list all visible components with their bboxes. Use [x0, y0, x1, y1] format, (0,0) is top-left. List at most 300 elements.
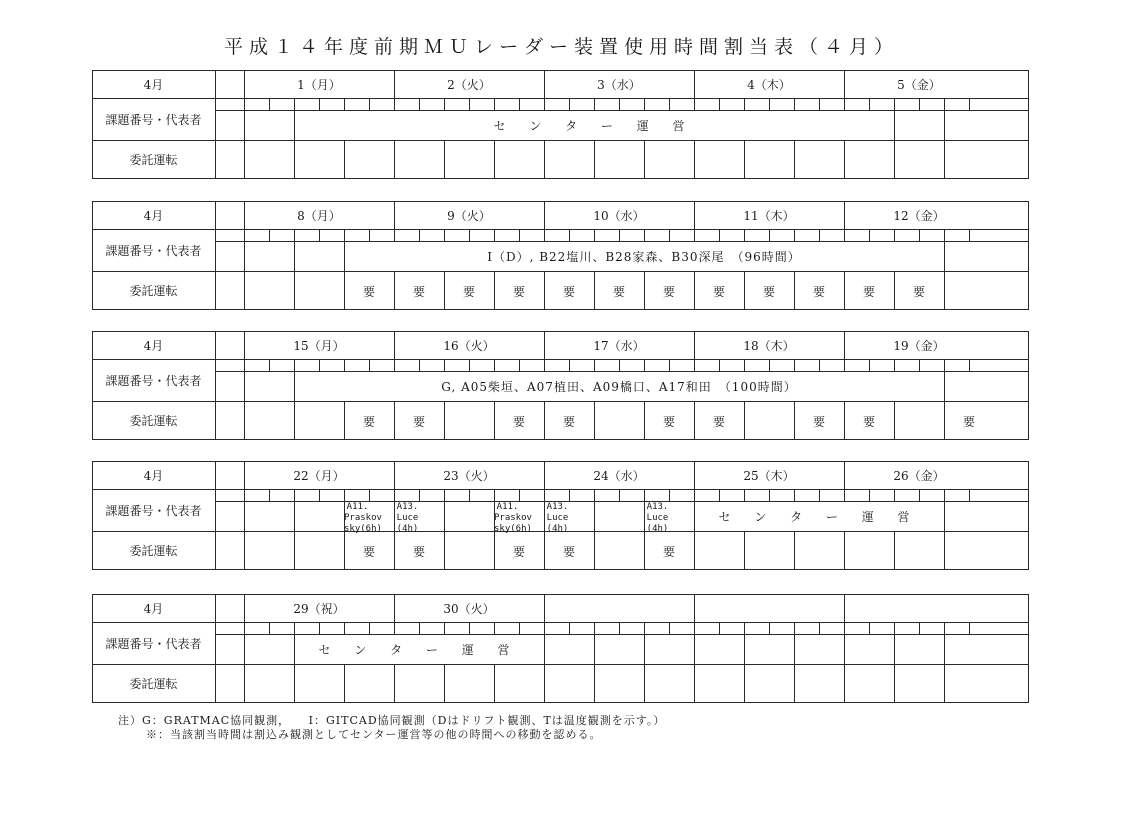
month-label: 4月 [143, 338, 164, 353]
slot-tick [344, 229, 345, 241]
slot-tick [844, 489, 845, 501]
week-block [92, 201, 1029, 310]
slot-tick [869, 489, 870, 501]
day-header: 26（金） [893, 469, 945, 483]
contract-required-mark: 要 [362, 545, 375, 559]
slot-tick [819, 359, 820, 371]
slot-tick [694, 98, 695, 110]
slot-rule [344, 140, 345, 179]
slot-tick [894, 98, 895, 110]
slot-rule [894, 110, 895, 140]
slot-tick [444, 622, 445, 634]
slot-tick [894, 229, 895, 241]
slot-tick [619, 229, 620, 241]
slot-rule [294, 501, 295, 531]
slot-tick [819, 622, 820, 634]
column-rule [215, 331, 216, 440]
week-block [92, 331, 1029, 440]
slot-rule [794, 664, 795, 703]
day-header: 30（火） [443, 602, 495, 616]
slot-rule [294, 664, 295, 703]
slot-rule [594, 664, 595, 703]
slot-tick [669, 98, 670, 110]
slot-tick [644, 489, 645, 501]
slot-rule [644, 634, 645, 664]
day-header: 2（火） [447, 78, 491, 92]
allocation-band: セ ン タ ー 運 営 [318, 642, 520, 657]
day-header: 29（祝） [293, 602, 345, 616]
slot-tick [594, 359, 595, 371]
slot-tick [744, 622, 745, 634]
slot-rule [944, 371, 945, 401]
slot-rule [544, 634, 545, 664]
slot-tick [444, 98, 445, 110]
slot-tick [719, 489, 720, 501]
slot-rule [594, 531, 595, 570]
slot-tick [444, 489, 445, 501]
slot-tick [944, 229, 945, 241]
contract-row-label: 委託運転 [129, 284, 178, 298]
slot-tick [319, 622, 320, 634]
slot-tick [294, 622, 295, 634]
project-row-label: 課題番号・代表者 [105, 243, 202, 258]
slot-tick [544, 622, 545, 634]
project-note: A11. Praskov sky(6h) [494, 502, 532, 534]
slot-tick [494, 489, 495, 501]
row-rule [215, 271, 1029, 272]
slot-tick [894, 489, 895, 501]
slot-rule [844, 140, 845, 179]
contract-required-mark: 要 [712, 415, 725, 429]
contract-required-mark: 要 [662, 545, 675, 559]
slot-tick [519, 489, 520, 501]
slot-tick [469, 489, 470, 501]
slot-tick [969, 229, 970, 241]
day-header: 16（火） [443, 339, 495, 353]
day-header: 11（木） [743, 209, 795, 223]
slot-tick [594, 489, 595, 501]
day-header: 25（木） [743, 469, 795, 483]
slot-rule [594, 501, 595, 531]
slot-tick [719, 98, 720, 110]
slot-rule [844, 664, 845, 703]
contract-row-label: 委託運転 [129, 153, 178, 167]
slot-rule [494, 664, 495, 703]
column-rule [215, 594, 216, 703]
contract-required-mark: 要 [962, 415, 975, 429]
slot-tick [369, 359, 370, 371]
slot-tick [394, 98, 395, 110]
slot-tick [669, 622, 670, 634]
slot-tick [419, 98, 420, 110]
slot-rule [594, 634, 595, 664]
slot-tick [519, 622, 520, 634]
slot-tick [669, 229, 670, 241]
project-note: A13. Luce (4h) [546, 502, 569, 534]
contract-row-label: 委託運転 [129, 544, 178, 558]
day-header: 5（金） [897, 78, 941, 92]
slot-rule [894, 531, 895, 570]
slot-tick [269, 98, 270, 110]
slot-rule [294, 401, 295, 440]
slot-tick [769, 489, 770, 501]
contract-required-mark: 要 [862, 415, 875, 429]
row-rule [215, 98, 1029, 99]
slot-tick [644, 229, 645, 241]
slot-tick [969, 359, 970, 371]
slot-tick [594, 622, 595, 634]
day-header: 9（火） [447, 209, 491, 223]
slot-rule [694, 140, 695, 179]
row-rule [215, 229, 1029, 230]
slot-rule [944, 664, 945, 703]
slot-tick [719, 359, 720, 371]
slot-tick [319, 359, 320, 371]
slot-rule [894, 140, 895, 179]
slot-tick [544, 98, 545, 110]
slot-rule [844, 531, 845, 570]
slot-tick [519, 359, 520, 371]
day-header: 1（月） [297, 78, 341, 92]
slot-tick [519, 98, 520, 110]
slot-tick [619, 98, 620, 110]
contract-required-mark: 要 [912, 285, 925, 299]
slot-tick [469, 98, 470, 110]
contract-required-mark: 要 [362, 415, 375, 429]
slot-tick [744, 359, 745, 371]
slot-tick [569, 229, 570, 241]
slot-tick [694, 359, 695, 371]
week-block [92, 594, 1029, 703]
slot-tick [619, 622, 620, 634]
contract-required-mark: 要 [812, 415, 825, 429]
slot-tick [569, 359, 570, 371]
row-rule [215, 140, 1029, 141]
slot-tick [794, 489, 795, 501]
slot-tick [269, 229, 270, 241]
slot-rule [694, 634, 695, 664]
slot-tick [319, 489, 320, 501]
slot-tick [869, 359, 870, 371]
column-rule [215, 201, 216, 310]
slot-rule [294, 271, 295, 310]
slot-tick [819, 98, 820, 110]
slot-tick [694, 489, 695, 501]
project-note: A13. Luce (4h) [646, 502, 669, 534]
slot-tick [769, 98, 770, 110]
slot-tick [369, 98, 370, 110]
slot-tick [844, 98, 845, 110]
day-header: 10（水） [593, 209, 645, 223]
slot-tick [469, 359, 470, 371]
slot-rule [294, 241, 295, 271]
slot-rule [344, 664, 345, 703]
slot-tick [494, 229, 495, 241]
slot-tick [569, 622, 570, 634]
slot-rule [544, 664, 545, 703]
day-header: 17（水） [593, 339, 645, 353]
slot-rule [444, 140, 445, 179]
day-header: 24（水） [593, 469, 645, 483]
project-note: A11. Praskov sky(6h) [344, 502, 382, 534]
slot-tick [269, 622, 270, 634]
day-header: 3（水） [597, 78, 641, 92]
slot-tick [494, 98, 495, 110]
slot-tick [794, 98, 795, 110]
slot-tick [769, 622, 770, 634]
day-header: 8（月） [297, 209, 341, 223]
slot-rule [894, 401, 895, 440]
slot-tick [294, 229, 295, 241]
slot-tick [819, 229, 820, 241]
slot-tick [369, 489, 370, 501]
slot-tick [369, 229, 370, 241]
row-rule [215, 531, 1029, 532]
row-rule [215, 622, 1029, 623]
slot-rule [794, 140, 795, 179]
slot-tick [794, 229, 795, 241]
slot-tick [394, 359, 395, 371]
slot-tick [694, 622, 695, 634]
day-header: 18（木） [743, 339, 795, 353]
slot-tick [469, 229, 470, 241]
day-header: 12（金） [893, 209, 945, 223]
slot-tick [769, 229, 770, 241]
slot-tick [344, 489, 345, 501]
contract-required-mark: 要 [512, 545, 525, 559]
slot-tick [894, 622, 895, 634]
slot-tick [794, 622, 795, 634]
slot-tick [694, 229, 695, 241]
slot-tick [944, 622, 945, 634]
slot-tick [419, 622, 420, 634]
allocation-band: I（D）, B22塩川、B28家森、B30深尾 （96時間） [487, 249, 801, 264]
slot-tick [544, 359, 545, 371]
slot-rule [694, 664, 695, 703]
slot-rule [494, 140, 495, 179]
slot-rule [394, 664, 395, 703]
contract-required-mark: 要 [612, 285, 625, 299]
slot-tick [969, 622, 970, 634]
slot-tick [644, 359, 645, 371]
slot-tick [919, 359, 920, 371]
slot-tick [519, 229, 520, 241]
slot-tick [844, 359, 845, 371]
slot-tick [394, 622, 395, 634]
slot-rule [594, 140, 595, 179]
column-rule [215, 70, 216, 179]
row-rule [215, 359, 1029, 360]
row-rule [215, 401, 1029, 402]
slot-tick [469, 622, 470, 634]
slot-tick [294, 489, 295, 501]
day-header: 15（月） [293, 339, 345, 353]
day-header: 19（金） [893, 339, 945, 353]
slot-rule [744, 531, 745, 570]
slot-tick [269, 489, 270, 501]
project-note: A13. Luce (4h) [396, 502, 419, 534]
slot-rule [644, 140, 645, 179]
slot-tick [569, 489, 570, 501]
slot-tick [944, 489, 945, 501]
slot-tick [669, 489, 670, 501]
slot-tick [619, 489, 620, 501]
contract-required-mark: 要 [462, 285, 475, 299]
slot-rule [594, 401, 595, 440]
slot-rule [394, 140, 395, 179]
slot-tick [869, 622, 870, 634]
slot-rule [444, 501, 445, 531]
column-rule [215, 461, 216, 570]
slot-tick [494, 359, 495, 371]
slot-tick [794, 359, 795, 371]
contract-required-mark: 要 [812, 285, 825, 299]
contract-required-mark: 要 [862, 285, 875, 299]
slot-rule [944, 271, 945, 310]
slot-tick [269, 359, 270, 371]
slot-rule [444, 401, 445, 440]
slot-rule [544, 140, 545, 179]
week-block [92, 70, 1029, 179]
slot-rule [944, 634, 945, 664]
contract-required-mark: 要 [412, 545, 425, 559]
slot-tick [594, 229, 595, 241]
slot-tick [944, 98, 945, 110]
slot-tick [919, 98, 920, 110]
slot-tick [894, 359, 895, 371]
slot-tick [444, 359, 445, 371]
row-rule [215, 489, 1029, 490]
slot-tick [969, 489, 970, 501]
slot-tick [594, 98, 595, 110]
week-frame [92, 594, 1029, 703]
contract-required-mark: 要 [412, 415, 425, 429]
slot-tick [644, 622, 645, 634]
project-row-label: 課題番号・代表者 [105, 112, 202, 127]
slot-tick [819, 489, 820, 501]
contract-required-mark: 要 [512, 285, 525, 299]
slot-tick [744, 98, 745, 110]
contract-row-label: 委託運転 [129, 414, 178, 428]
slot-tick [344, 622, 345, 634]
allocation-band: セ ン タ ー 運 営 [493, 118, 695, 133]
slot-tick [544, 229, 545, 241]
contract-required-mark: 要 [512, 415, 525, 429]
slot-tick [619, 359, 620, 371]
week-block [92, 461, 1029, 570]
contract-required-mark: 要 [712, 285, 725, 299]
slot-tick [919, 229, 920, 241]
contract-required-mark: 要 [662, 415, 675, 429]
slot-tick [344, 98, 345, 110]
slot-rule [644, 664, 645, 703]
slot-tick [294, 359, 295, 371]
footnote-transfer: ※：当該割当時間は割込み観測としてセンター運営等の他の時間への移動を認める。 [146, 728, 602, 741]
slot-tick [719, 622, 720, 634]
slot-tick [419, 489, 420, 501]
slot-rule [444, 664, 445, 703]
slot-rule [944, 501, 945, 531]
project-row-label: 課題番号・代表者 [105, 636, 202, 651]
slot-tick [294, 98, 295, 110]
slot-rule [694, 531, 695, 570]
slot-rule [794, 531, 795, 570]
month-label: 4月 [143, 77, 164, 92]
slot-tick [419, 359, 420, 371]
slot-tick [419, 229, 420, 241]
contract-required-mark: 要 [662, 285, 675, 299]
slot-rule [794, 634, 795, 664]
slot-tick [719, 229, 720, 241]
allocation-band: セ ン タ ー 運 営 [718, 509, 920, 524]
slot-tick [494, 622, 495, 634]
contract-required-mark: 要 [362, 285, 375, 299]
month-label: 4月 [143, 468, 164, 483]
slot-tick [844, 622, 845, 634]
slot-tick [769, 359, 770, 371]
slot-tick [669, 359, 670, 371]
slot-rule [744, 140, 745, 179]
slot-rule [944, 140, 945, 179]
month-label: 4月 [143, 208, 164, 223]
project-row-label: 課題番号・代表者 [105, 373, 202, 388]
slot-tick [744, 489, 745, 501]
slot-tick [744, 229, 745, 241]
slot-rule [894, 634, 895, 664]
day-header: 23（火） [443, 469, 495, 483]
slot-tick [394, 489, 395, 501]
slot-tick [869, 229, 870, 241]
slot-rule [444, 531, 445, 570]
slot-tick [844, 229, 845, 241]
slot-tick [644, 98, 645, 110]
footnote-legend: 注）G：GRATMAC協同観測， I：GITCAD協同観測（Dはドリフト観測、Tは温度観測を示す。） [118, 714, 666, 727]
day-header: 4（木） [747, 78, 791, 92]
slot-tick [344, 359, 345, 371]
slot-rule [744, 634, 745, 664]
slot-tick [444, 229, 445, 241]
contract-required-mark: 要 [562, 285, 575, 299]
slot-tick [919, 622, 920, 634]
page-title: 平成１４年度前期ＭＵレーダー装置使用時間割当表（４月） [223, 36, 899, 58]
slot-rule [744, 401, 745, 440]
allocation-band: G, A05柴垣、A07植田、A09橋口、A17和田 （100時間） [441, 379, 797, 394]
day-header: 22（月） [293, 469, 345, 483]
slot-rule [844, 634, 845, 664]
slot-rule [294, 140, 295, 179]
slot-rule [894, 664, 895, 703]
slot-tick [869, 98, 870, 110]
slot-tick [544, 489, 545, 501]
slot-tick [319, 98, 320, 110]
slot-rule [744, 664, 745, 703]
slot-tick [369, 622, 370, 634]
slot-tick [944, 359, 945, 371]
month-label: 4月 [143, 601, 164, 616]
row-rule [215, 664, 1029, 665]
contract-required-mark: 要 [562, 415, 575, 429]
slot-rule [944, 110, 945, 140]
slot-tick [569, 98, 570, 110]
slot-rule [944, 241, 945, 271]
slot-tick [919, 489, 920, 501]
contract-required-mark: 要 [762, 285, 775, 299]
slot-tick [969, 98, 970, 110]
slot-tick [394, 229, 395, 241]
slot-tick [319, 229, 320, 241]
contract-required-mark: 要 [562, 545, 575, 559]
contract-row-label: 委託運転 [129, 677, 178, 691]
